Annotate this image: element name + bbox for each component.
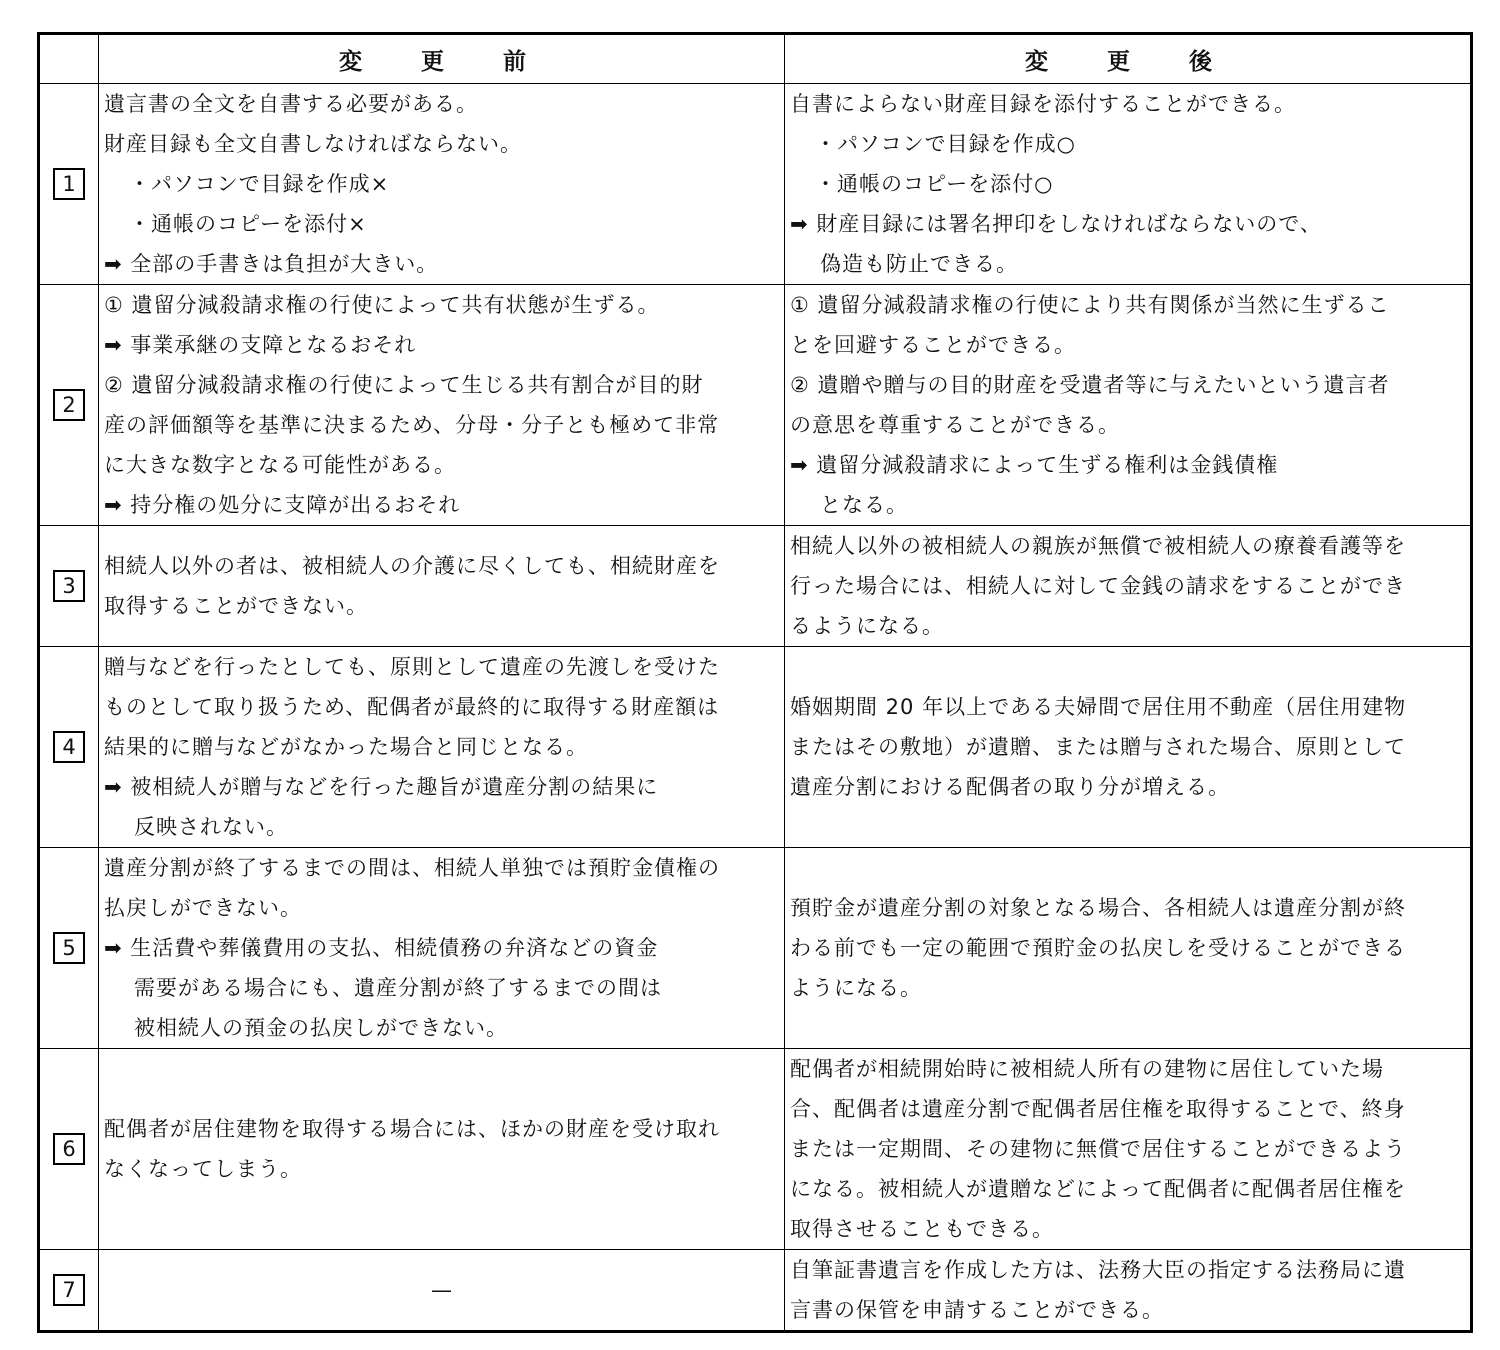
- text-line: 相続人以外の者は、被相続人の介護に尽くしても、相続財産を: [104, 554, 720, 578]
- row-number-cell: [39, 1250, 99, 1332]
- text-line: ・パソコンで目録を作成×: [129, 172, 390, 196]
- text-line: 婚姻期間 20 年以上である夫婦間で居住用不動産（居住用建物: [790, 695, 1407, 719]
- text-line: 取得することができない。: [104, 594, 368, 618]
- row-number-cell: [39, 647, 99, 848]
- table-row-4: [39, 647, 1472, 848]
- text-line: わる前でも一定の範囲で預貯金の払戻しを受けることができる: [790, 936, 1406, 960]
- text-line: 財産目録も全文自書しなければならない。: [104, 132, 522, 156]
- text-line: とを回避することができる。: [790, 333, 1076, 357]
- table-row-2: [39, 285, 1472, 526]
- after-cell: [785, 526, 1472, 647]
- table-row-7: [39, 1250, 1472, 1332]
- row-number-cell: [39, 84, 99, 285]
- after-cell: [785, 84, 1472, 285]
- text-line: 自書によらない財産目録を添付することができる。: [790, 92, 1296, 116]
- text-line: 遺言書の全文を自書する必要がある。: [104, 92, 478, 116]
- corner-cell: [39, 34, 99, 84]
- text-line: 自筆証書遺言を作成した方は、法務大臣の指定する法務局に遺: [790, 1258, 1406, 1282]
- text-line: 被相続人の預金の払戻しができない。: [134, 1016, 508, 1040]
- row-number: 4: [53, 731, 85, 763]
- after-cell: [785, 1250, 1472, 1332]
- row-number-cell: [39, 1049, 99, 1250]
- text-line: ① 遺留分減殺請求権の行使により共有関係が当然に生ずるこ: [790, 293, 1390, 317]
- before-cell: [99, 285, 785, 526]
- text-line: ➡ 財産目録には署名押印をしなければならないので、: [790, 212, 1322, 236]
- before-cell: [99, 848, 785, 1049]
- text-line: ➡ 持分権の処分に支障が出るおそれ: [104, 493, 461, 517]
- row-number: 5: [53, 932, 85, 964]
- before-cell: [99, 1250, 785, 1332]
- text-line: またはその敷地）が遺贈、または贈与された場合、原則として: [790, 735, 1406, 759]
- text-line: 預貯金が遺産分割の対象となる場合、各相続人は遺産分割が終: [790, 896, 1406, 920]
- text-line: となる。: [820, 493, 908, 517]
- text-line: ものとして取り扱うため、配偶者が最終的に取得する財産額は: [104, 695, 720, 719]
- before-cell: [99, 526, 785, 647]
- text-line: ➡ 被相続人が贈与などを行った趣旨が遺産分割の結果に: [104, 775, 659, 799]
- text-line: るようになる。: [790, 614, 944, 638]
- text-line: 反映されない。: [134, 815, 288, 839]
- before-cell: [99, 647, 785, 848]
- table-row-5: [39, 848, 1472, 1049]
- table-row-3: [39, 526, 1472, 647]
- row-number: 2: [53, 389, 85, 421]
- empty-dash: —: [431, 1278, 453, 1302]
- row-number: 3: [53, 570, 85, 602]
- text-line: 産の評価額等を基準に決まるため、分母・分子とも極めて非常: [104, 413, 720, 437]
- text-line: に大きな数字となる可能性がある。: [104, 453, 456, 477]
- table-row-6: [39, 1049, 1472, 1250]
- row-number-cell: [39, 526, 99, 647]
- header-after: 変 更 後: [785, 34, 1472, 84]
- row-number: 6: [53, 1133, 85, 1165]
- text-line: ① 遺留分減殺請求権の行使によって共有状態が生ずる。: [104, 293, 660, 317]
- before-cell: [99, 1049, 785, 1250]
- text-line: 相続人以外の被相続人の親族が無償で被相続人の療養看護等を: [790, 534, 1406, 558]
- text-line: 取得させることもできる。: [790, 1217, 1054, 1241]
- text-line: ➡ 遺留分減殺請求によって生ずる権利は金銭債権: [790, 453, 1279, 477]
- text-line: 需要がある場合にも、遺産分割が終了するまでの間は: [134, 976, 662, 1000]
- comparison-table: [37, 32, 1473, 1333]
- row-number-cell: [39, 285, 99, 526]
- text-line: になる。被相続人が遺贈などによって配偶者に配偶者居住権を: [790, 1177, 1406, 1201]
- before-cell: [99, 84, 785, 285]
- text-line: ・パソコンで目録を作成○: [815, 132, 1076, 156]
- text-line: 遺産分割が終了するまでの間は、相続人単独では預貯金債権の: [104, 856, 720, 880]
- after-cell: [785, 848, 1472, 1049]
- after-cell: [785, 1049, 1472, 1250]
- text-line: ② 遺留分減殺請求権の行使によって生じる共有割合が目的財: [104, 373, 704, 397]
- text-line: ➡ 全部の手書きは負担が大きい。: [104, 252, 439, 276]
- text-line: 配偶者が居住建物を取得する場合には、ほかの財産を受け取れ: [104, 1117, 720, 1141]
- text-line: ➡ 事業承継の支障となるおそれ: [104, 333, 417, 357]
- text-line: 結果的に贈与などがなかった場合と同じとなる。: [104, 735, 588, 759]
- text-line: なくなってしまう。: [104, 1157, 302, 1181]
- header-row: [39, 34, 1472, 84]
- text-line: 贈与などを行ったとしても、原則として遺産の先渡しを受けた: [104, 655, 720, 679]
- text-line: 行った場合には、相続人に対して金銭の請求をすることができ: [790, 574, 1406, 598]
- text-line: ようになる。: [790, 976, 922, 1000]
- text-line: ➡ 生活費や葬儀費用の支払、相続債務の弁済などの資金: [104, 936, 659, 960]
- after-cell: [785, 647, 1472, 848]
- text-line: 言書の保管を申請することができる。: [790, 1298, 1164, 1322]
- text-line: 偽造も防止できる。: [820, 252, 1018, 276]
- row-number-cell: [39, 848, 99, 1049]
- header-before: 変 更 前: [99, 34, 785, 84]
- text-line: の意思を尊重することができる。: [790, 413, 1120, 437]
- row-number: 1: [53, 168, 85, 200]
- text-line: ② 遺贈や贈与の目的財産を受遺者等に与えたいという遺言者: [790, 373, 1390, 397]
- row-number: 7: [53, 1274, 85, 1306]
- text-line: 遺産分割における配偶者の取り分が増える。: [790, 775, 1230, 799]
- text-line: または一定期間、その建物に無償で居住することができるよう: [790, 1137, 1406, 1161]
- text-line: 合、配偶者は遺産分割で配偶者居住権を取得することで、終身: [790, 1097, 1406, 1121]
- after-cell: [785, 285, 1472, 526]
- text-line: ・通帳のコピーを添付×: [129, 212, 367, 236]
- text-line: ・通帳のコピーを添付○: [815, 172, 1054, 196]
- text-line: 払戻しができない。: [104, 896, 302, 920]
- text-line: 配偶者が相続開始時に被相続人所有の建物に居住していた場: [790, 1057, 1384, 1081]
- table-row-1: [39, 84, 1472, 285]
